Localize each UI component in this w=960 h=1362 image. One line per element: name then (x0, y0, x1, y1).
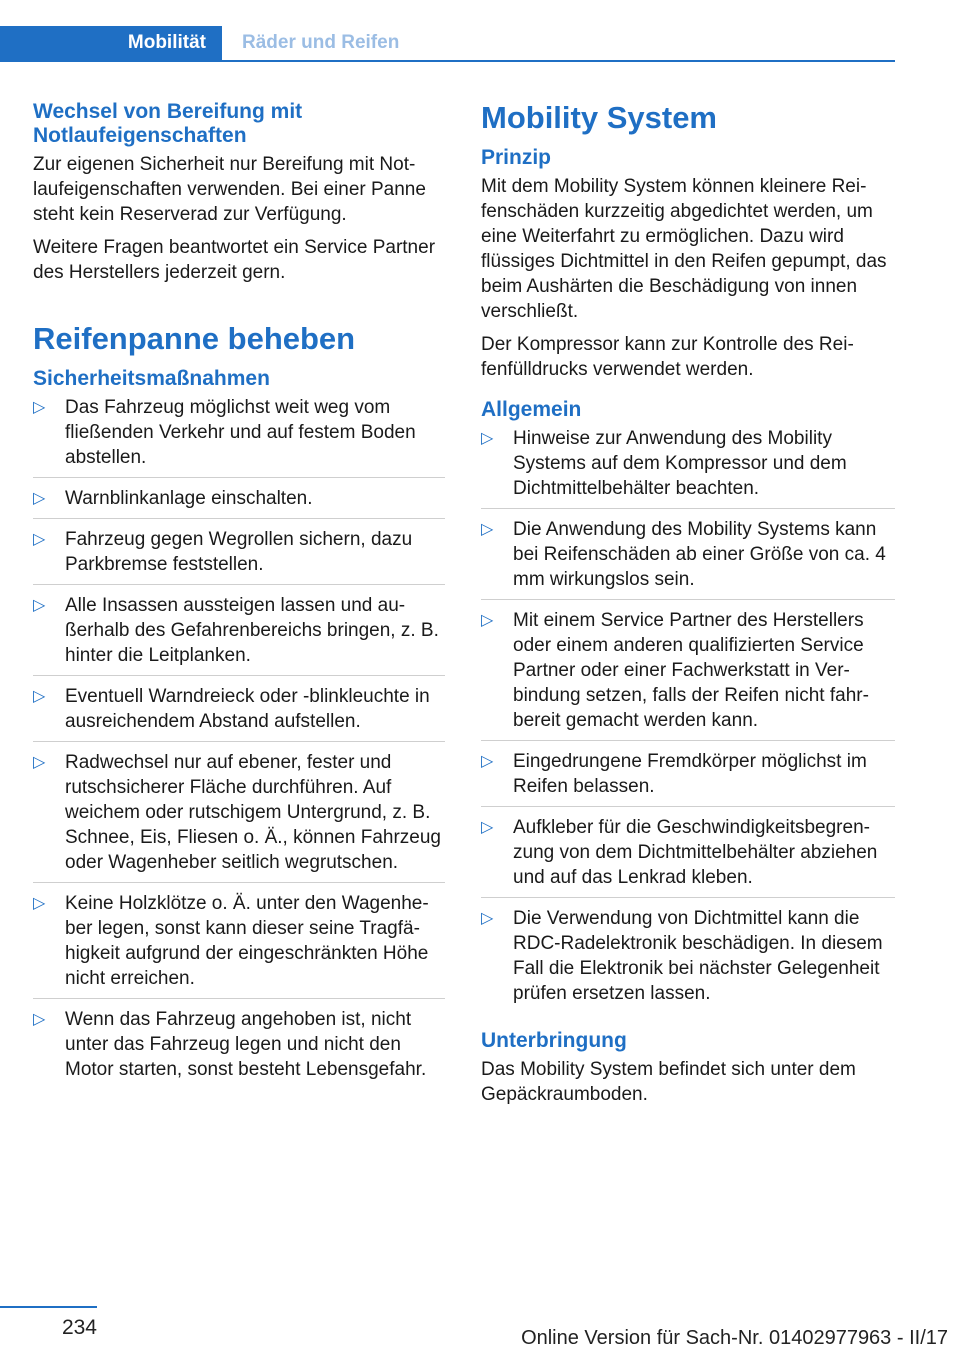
list-item (33, 750, 445, 883)
tab-mobilitaet[interactable] (0, 26, 222, 60)
footer-text: Online Version für Sach-Nr. 01402977963 - II/17 (521, 1327, 948, 1349)
list-item-text: Keine Holzklötze o. Ä. unter den Wagenheber legen, sonst kann dieser seine Tragfähigkeit aufgrund der eingeschränkten Höhe nicht erreichen. (65, 893, 429, 989)
list-item-text: Fahrzeug gegen Wegrollen sichern, dazu Parkbremse feststellen. (65, 529, 413, 575)
bullet-triangle-icon: ▷ (481, 753, 494, 770)
list-item (33, 1007, 445, 1089)
section-title-sicherheit: Sicherheitsmaßnahmen (33, 367, 270, 390)
list-item (33, 395, 445, 478)
list-item (33, 486, 445, 519)
list-item (481, 906, 895, 1013)
list-item (33, 891, 445, 999)
list-item (33, 593, 445, 676)
list-item (481, 426, 895, 509)
list-item (481, 749, 895, 807)
list-item-text: Alle Insassen aussteigen lassen und außerhalb des Gefahrenbereichs bringen, z. B. hinter die Leitplanken. (65, 595, 439, 666)
section-title-bereifung: Wechsel von Bereifung mit Notlaufeigenschaften (33, 100, 303, 147)
bullet-triangle-icon: ▷ (481, 819, 494, 836)
list-item (481, 815, 895, 898)
bullet-triangle-icon: ▷ (33, 399, 46, 416)
bullet-triangle-icon: ▷ (33, 490, 46, 507)
header-divider (0, 60, 895, 62)
bullet-triangle-icon: ▷ (481, 910, 494, 927)
section-title-unterbringung: Unterbringung (481, 1029, 627, 1052)
bullet-triangle-icon: ▷ (33, 688, 46, 705)
list-item (33, 684, 445, 742)
chapter-title-reifenpanne: Reifenpanne beheben (33, 321, 356, 356)
list-item-text: Warnblinkanlage einschalten. (65, 488, 313, 509)
tab-label: Mobilität (127, 32, 206, 53)
section-title-allgemein: Allgemein (481, 398, 582, 421)
page-number-bar (0, 1306, 97, 1308)
bullet-triangle-icon: ▷ (481, 612, 494, 629)
list-item-text: Hinweise zur Anwendung des Mobility Systems auf dem Kompressor und dem Dichtmittelbehälter beachten. (513, 428, 847, 499)
list-item-text: Eventuell Warndreieck oder -blinkleuchte in ausreichendem Abstand aufstellen. (65, 686, 430, 732)
bullet-triangle-icon: ▷ (33, 754, 46, 771)
bullet-triangle-icon: ▷ (33, 1011, 46, 1028)
list-item-text: Aufkleber für die Geschwindigkeitsbegrenzung von dem Dichtmittelbehälter abziehen und auf das Lenkrad kleben. (513, 817, 878, 888)
paragraph: Der Kompressor kann zur Kontrolle des Reifenfülldrucks verwendet werden. (481, 334, 854, 380)
list-item-text: Radwechsel nur auf ebener, fester und rutschsicherer Fläche durchführen. Auf weichem oder rutschigem Untergrund, z. B. Schnee, Eis, Fliesen o. Ä., können Fahrzeug oder Wagenheber seitlich wegrutschen. (65, 752, 441, 873)
bullet-triangle-icon: ▷ (33, 895, 46, 912)
chapter-title-mobility-system: Mobility System (481, 100, 717, 135)
right-column (481, 100, 895, 1115)
bullet-triangle-icon: ▷ (481, 430, 494, 447)
bullet-triangle-icon: ▷ (33, 531, 46, 548)
paragraph: Das Mobility System befindet sich unter dem Gepäckraumboden. (481, 1059, 856, 1105)
bullet-triangle-icon: ▷ (33, 597, 46, 614)
list-item-text: Die Anwendung des Mobility Systems kann bei Reifenschäden ab einer Größe von ca. 4 mm wirkungslos sein. (513, 519, 886, 590)
paragraph: Mit dem Mobility System können kleinere Reifenschäden kurzzeitig abgedichtet werden, um eine Weiterfahrt zu ermöglichen. Dazu wird flüssiges Dichtmittel in den Reifen gepumpt, das beim Aushärten die Beschädigung von innen verschließt. (481, 176, 887, 322)
paragraph: Zur eigenen Sicherheit nur Bereifung mit Notlaufeigenschaften verwenden. Bei einer Panne steht kein Reserverad zur Verfügung. (33, 154, 426, 225)
list-item (481, 608, 895, 741)
tab-raeder-und-reifen[interactable] (222, 26, 399, 60)
list-item-text: Das Fahrzeug möglichst weit weg vom fließenden Verkehr und auf festem Boden abstellen. (65, 397, 416, 468)
list-item-text: Eingedrungene Fremdkörper möglichst im Reifen belassen. (513, 751, 867, 797)
page-header (0, 0, 960, 62)
page-number: 234 (61, 1316, 97, 1339)
general-list (481, 426, 895, 1013)
list-item-text: Die Verwendung von Dichtmittel kann die RDC-Radelektronik beschädigen. In diesem Fall die Elektronik bei nächster Gelegenheit prüfen ersetzen lassen. (513, 908, 883, 1004)
list-item-text: Mit einem Service Partner des Herstellers oder einem anderen qualifizierten Service Partner oder einer Fachwerkstatt in Verbindung setzen, falls der Reifen nicht fahrbereit gemacht werden kann. (513, 610, 869, 731)
list-item (33, 527, 445, 585)
section-title-prinzip: Prinzip (481, 146, 552, 169)
bullet-triangle-icon: ▷ (481, 521, 494, 538)
left-column (33, 100, 445, 1097)
paragraph: Weitere Fragen beantwortet ein Service Partner des Herstellers jederzeit gern. (33, 237, 436, 283)
list-item (481, 517, 895, 600)
tab-label: Räder und Reifen (242, 32, 400, 53)
list-item-text: Wenn das Fahrzeug angehoben ist, nicht unter das Fahrzeug legen und nicht den Motor starten, sonst besteht Lebensgefahr. (65, 1009, 427, 1080)
safety-list (33, 395, 445, 1089)
